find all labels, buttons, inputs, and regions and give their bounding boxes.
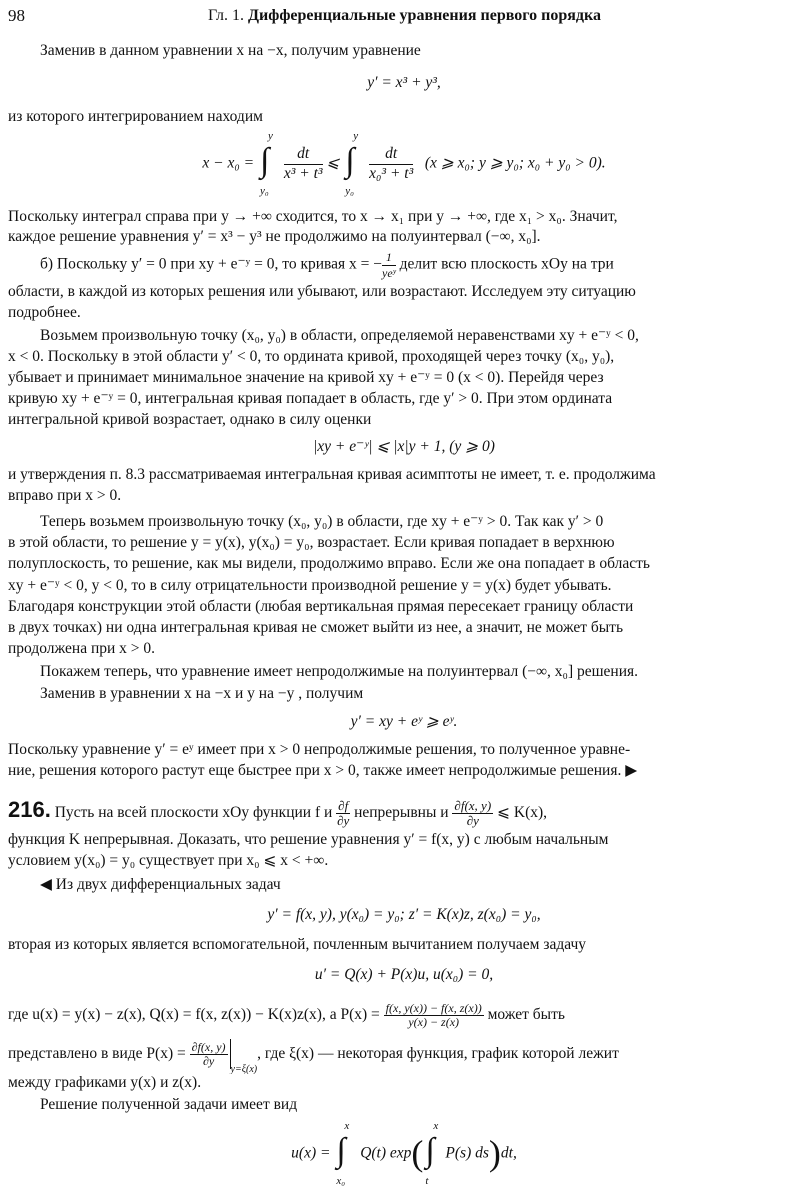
text-line: интегральной кривой возрастает, однако в силу оценки (8, 411, 372, 428)
int-upper: y (267, 130, 273, 142)
text-line: каждое решение уравнения y′ = x³ − y³ не продолжимо на полуинтервал (−∞, x₀]. (8, 228, 541, 245)
text-line: Заменив в данном уравнении x на −x, получим уравнение (40, 42, 421, 59)
frac-num: dt (284, 145, 323, 165)
int-lower: y₀ (345, 184, 354, 197)
int-upper: y (353, 130, 359, 142)
equation-1: y′ = x³ + y³, (367, 74, 441, 91)
text-line: xy + e⁻ʸ < 0, y < 0, то в силу отрицательности производной решение y = y(x) будет убывать. (8, 577, 612, 594)
int-lower: y₀ (259, 184, 269, 197)
frac-num: ∂f (338, 797, 349, 813)
text-span: представлено в виде P(x) = (8, 1045, 190, 1062)
text-line: между графиками y(x) и z(x). (8, 1074, 202, 1091)
equation-7 (0, 1120, 808, 1188)
page-number: 98 (8, 6, 25, 25)
integral-sign: y ∫ y₀ (345, 130, 359, 197)
text-line: ◀ Из двух дифференциальных задач (40, 876, 281, 893)
text-line: продолжена при x > 0. (8, 640, 156, 657)
int-upper: x (433, 1120, 439, 1132)
text-line: в этой области, то решение y = y(x), y(x₀) = y₀, возрастает. Если кривая попадает в верхнюю (8, 534, 615, 551)
equation-4: y′ = xy + eʸ ⩾ eʸ. (350, 713, 458, 730)
text-line: условием y(x₀) = y₀ существует при x₀ ⩽ x < +∞. (8, 852, 329, 869)
right-paren: ) (488, 1133, 501, 1174)
frac-den: ∂y (202, 1053, 215, 1068)
eq2-left: x − x₀ = (202, 154, 255, 172)
text-span: Пусть на всей плоскости xOy функции f и (50, 804, 337, 821)
eq7-inner: P(s) ds (445, 1144, 489, 1162)
text-line: Заменив в уравнении x на −x и y на −y , получим (40, 685, 364, 702)
text-line: и утверждения п. 8.3 рассматриваемая интегральная кривая асимптоты не имеет, т. е. продолжима (8, 466, 656, 483)
text-line: кривую xy + e⁻ʸ = 0, интегральная кривая попадает в область, где y′ > 0. При этом ордината (8, 390, 613, 407)
problem-number: 216. (8, 797, 51, 822)
inline-fraction (384, 1002, 484, 1029)
inline-fraction (336, 799, 350, 828)
text-line (40, 250, 800, 280)
chapter-heading (208, 6, 601, 26)
text-line: Покажем теперь, что уравнение имеет непродолжимые на полуинтервал (−∞, x₀] решения. (40, 663, 639, 680)
equation-2 (0, 130, 808, 197)
text-line: вправо при x > 0. (8, 487, 122, 504)
chapter-title: Дифференциальные уравнения первого порядка (248, 7, 601, 24)
running-header (8, 6, 800, 28)
eq7-end: dt, (500, 1144, 517, 1162)
equation-3: |xy + e⁻ʸ| ⩽ |x|y + 1, (y ⩾ 0) (313, 438, 495, 455)
text-line: подробнее. (8, 304, 81, 321)
left-paren: ( (411, 1133, 424, 1174)
text-line: убывает и принимает минимальное значение на кривой xy + e⁻ʸ = 0 (x < 0). Перейдя через (8, 369, 604, 386)
problem-216-statement (8, 792, 800, 828)
text-span: делит всю плоскость xOy на три (395, 255, 614, 273)
frac-den: x₀³ + t³ (369, 164, 414, 182)
integral-sign: x ∫ t (425, 1120, 439, 1187)
text-line: полуплоскость, то решение, как мы видели, продолжимо вправо. Если же она попадает в область (8, 555, 650, 572)
text-line: из которого интегрированием находим (8, 108, 263, 125)
text-line: Теперь возьмем произвольную точку (x₀, y₀) в области, где xy + e⁻ʸ > 0. Так как y′ > 0 (40, 513, 604, 530)
equation-6: u′ = Q(x) + P(x)u, u(x₀) = 0, (314, 966, 494, 983)
chapter-label: Гл. 1. (208, 7, 245, 24)
text-span: может быть (483, 1006, 565, 1023)
text-line: функция K непрерывная. Доказать, что решение уравнения y′ = f(x, y) с любым начальным (8, 831, 609, 848)
integral-sign: y ∫ y₀ (259, 130, 273, 197)
int-lower: x₀ (336, 1174, 346, 1187)
eq2-fraction-2 (369, 145, 413, 184)
frac-num: ∂f(x, y) (191, 1039, 226, 1054)
eq7-left: u(x) = (291, 1144, 331, 1162)
inline-fraction (190, 1041, 228, 1068)
text-span: б) Поскольку y′ = 0 при xy + e⁻ʸ = 0, то кривая x = − (40, 255, 383, 273)
int-lower: t (425, 1174, 429, 1187)
text-line: области, в каждой из которых решения или убывают, или возрастают. Исследуем эту ситуацию (8, 283, 636, 300)
frac-den: y(x) − z(x) (408, 1014, 460, 1029)
frac-den: yeʸ (382, 265, 396, 280)
eq2-condition: (x ⩾ x₀; y ⩾ y₀; x₀ + y₀ > 0). (424, 154, 606, 172)
text-line: Возьмем произвольную точку (x₀, y₀) в области, определяемой неравенствами xy + e⁻ʸ < 0, (40, 327, 639, 344)
text-line: Поскольку уравнение y′ = eʸ имеет при x > 0 непродолжимые решения, то полученное уравне- (8, 741, 631, 758)
eq2-le: ⩽ (326, 154, 340, 172)
text-span: ⩽ K(x), (493, 804, 548, 821)
frac-num: ∂f(x, y) (454, 797, 492, 813)
text-line: Решение полученной задачи имеет вид (40, 1096, 298, 1113)
equation-5: y′ = f(x, y), y(x₀) = y₀; z′ = K(x)z, z(x₀) = y₀, (267, 906, 541, 923)
text-span: непрерывны и (350, 804, 453, 821)
inline-fraction (452, 799, 493, 828)
frac-num: dt (369, 145, 413, 165)
eq7-middle: Q(t) exp (360, 1144, 412, 1162)
eq2-fraction-1 (284, 145, 323, 184)
text-line (8, 1034, 800, 1074)
text-line: Благодаря конструкции этой области (любая вертикальная прямая пересекает границу области (8, 598, 634, 615)
text-line: вторая из которых является вспомогательной, почленным вычитанием получаем задачу (8, 936, 587, 953)
frac-den: ∂y (337, 812, 350, 828)
frac-num: f(x, y(x)) − f(x, z(x)) (385, 1000, 482, 1015)
frac-den: ∂y (466, 812, 479, 828)
inline-fraction (382, 250, 396, 280)
text-line: в двух точках) ни одна интегральная кривая не сможет выйти из нее, а значит, не может быть (8, 619, 624, 636)
integral-sign: x ∫ x₀ (336, 1120, 350, 1187)
frac-den: x³ + t³ (283, 164, 323, 182)
frac-num: 1 (382, 250, 396, 266)
text-line: ние, решения которого растут еще быстрее при x > 0, также имеет непродолжимые решения. ▶ (8, 762, 638, 779)
int-upper: x (344, 1120, 350, 1132)
text-line: Поскольку интеграл справа при y → +∞ сходится, то x → x₁ при y → +∞, где x₁ > x₀. Значит, (8, 208, 618, 225)
text-line (8, 998, 800, 1032)
text-line: x < 0. Поскольку в этой области y′ < 0, то ордината кривой, проходящей через точку (x₀, y₀), (8, 348, 615, 365)
text-span: , где ξ(x) — некоторая функция, график которой лежит (257, 1045, 619, 1062)
evaluation-subscript: y=ξ(x) (230, 1064, 258, 1074)
text-span: где u(x) = y(x) − z(x), Q(x) = f(x, z(x)) − K(x)z(x), а P(x) = (8, 1006, 384, 1023)
